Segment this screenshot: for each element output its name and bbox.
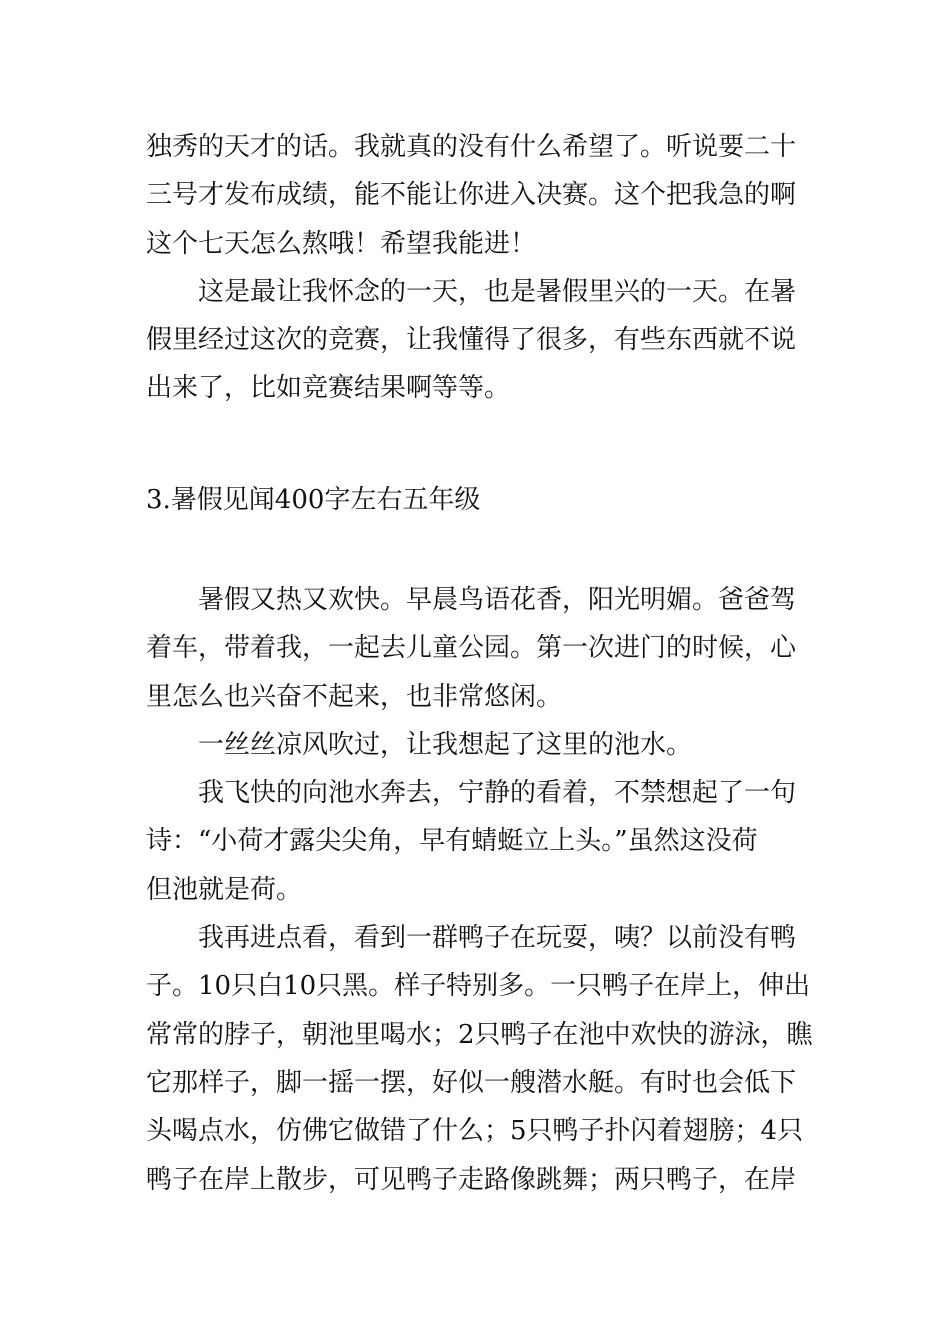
paragraph-line: 头喝点水，仿佛它做错了什么；5只鸭子扑闪着翅膀；4只	[146, 1116, 804, 1147]
paragraph-line: 常常的脖子，朝池里喝水；2只鸭子在池中欢快的游泳，瞧	[146, 1019, 813, 1050]
paragraph-line: 我飞快的向池水奔去，宁静的看着，不禁想起了一句	[198, 778, 797, 809]
paragraph-line: 子。10只白10只黑。样子特别多。一只鸭子在岸上，伸出	[146, 971, 811, 1002]
paragraph-line: 它那样子，脚一摇一摆，好似一艘潜水艇。有时也会低下	[146, 1067, 797, 1098]
paragraph-line: 我再进点看，看到一群鸭子在玩耍，咦？以前没有鸭	[198, 923, 797, 954]
paragraph-line: 一丝丝凉风吹过，让我想起了这里的池水。	[198, 729, 693, 760]
paragraph-line: 出来了，比如竞赛结果啊等等。	[146, 373, 511, 404]
paragraph-line: 独秀的天才的话。我就真的没有什么希望了。听说要二十	[146, 132, 797, 162]
section2-text	[146, 576, 811, 1204]
section1-text	[146, 123, 811, 413]
paragraph-line: 假里经过这次的竞赛，让我懂得了很多，有些东西就不说	[146, 325, 797, 356]
paragraph-line: 诗：“小荷才露尖尖角，早有蜻蜓立上头。”虽然这没荷	[146, 826, 758, 857]
paragraph-line: 三号才发布成绩，能不能让你进入决赛。这个把我急的啊	[146, 180, 797, 211]
paragraph-line: 鸭子在岸上散步，可见鸭子走路像跳舞；两只鸭子，在岸	[146, 1164, 797, 1195]
paragraph-line: 着车，带着我，一起去儿童公园。第一次进门的时候，心	[146, 633, 797, 664]
section-heading: 3.暑假见闻400字左右五年级	[146, 485, 481, 515]
paragraph-line: 这是最让我怀念的一天，也是暑假里兴的一天。在暑	[198, 276, 797, 307]
paragraph-line: 但池就是荷。	[146, 874, 303, 905]
paragraph-line: 里怎么也兴奋不起来，也非常悠闲。	[146, 681, 563, 712]
paragraph-line: 暑假又热又欢快。早晨鸟语花香，阳光明媚。爸爸驾	[198, 585, 797, 615]
paragraph-line: 这个七天怎么熬哦！希望我能进！	[146, 228, 537, 259]
